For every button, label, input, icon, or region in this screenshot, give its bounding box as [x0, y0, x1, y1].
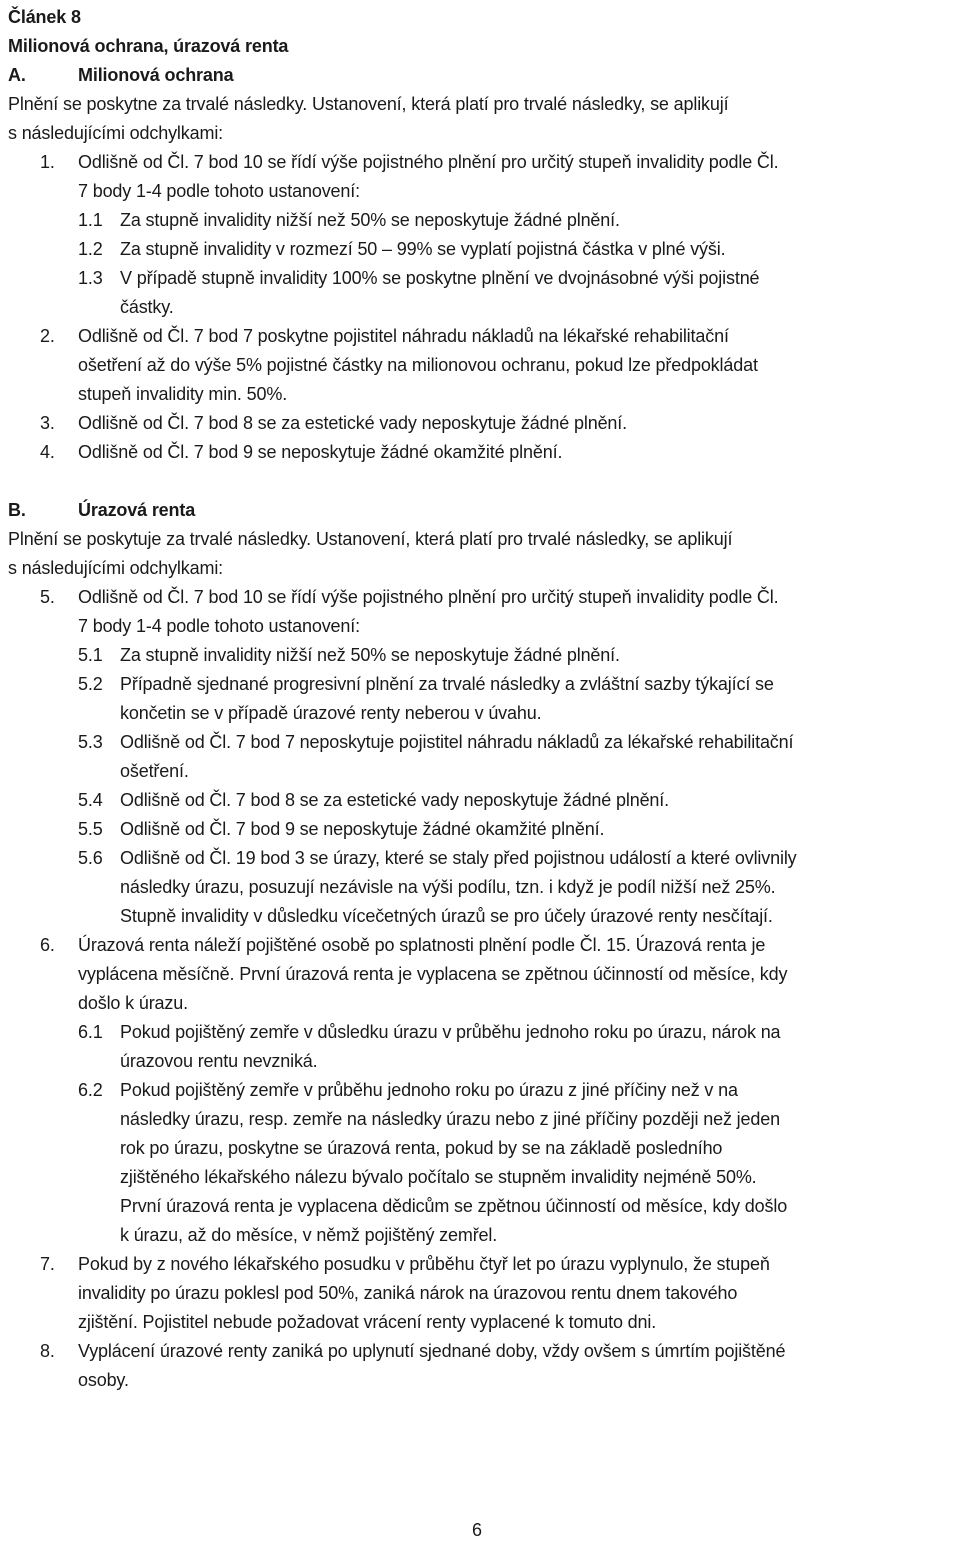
list-item-line	[8, 380, 960, 409]
list-item-line	[8, 960, 960, 989]
list-item-line	[8, 1279, 960, 1308]
section-gap	[8, 467, 960, 496]
article-heading: Článek 8	[8, 7, 81, 27]
sub-item-text: První úrazová renta je vyplacena dědicům se zpětnou účinností od měsíce, kdy došlo	[120, 1196, 788, 1216]
sub-item-text: následky úrazu, posuzují nezávisle na výši podílu, tzn. i když je podíl nižší než 25%.	[120, 877, 776, 897]
list-item-number: 3.	[40, 413, 55, 433]
list-item-text: Odlišně od Čl. 7 bod 10 se řídí výše pojistného plnění pro určitý stupeň invalidity podle Čl.	[78, 587, 779, 607]
sub-item-text: Za stupně invalidity nižší než 50% se neposkytuje žádné plnění.	[120, 210, 620, 230]
sub-item-line	[8, 1047, 960, 1076]
sub-item-line	[8, 235, 960, 264]
sub-item-number: 1.2	[78, 239, 103, 259]
list-item-number: 7.	[40, 1254, 55, 1274]
section-header	[8, 61, 960, 90]
sub-item-line	[8, 844, 960, 873]
sub-item-text: Odlišně od Čl. 7 bod 8 se za estetické vady neposkytuje žádné plnění.	[120, 790, 669, 810]
list-item-text: vyplácena měsíčně. První úrazová renta je vyplacena se zpětnou účinností od měsíce, kdy	[78, 964, 788, 984]
list-item-line	[8, 177, 960, 206]
section-intro-line: s následujícími odchylkami:	[8, 558, 224, 578]
list-item-line	[8, 438, 960, 467]
sub-item-number: 5.6	[78, 848, 103, 868]
sub-item-text: Případně sjednané progresivní plnění za trvalé následky a zvláštní sazby týkající se	[120, 674, 774, 694]
list-item-text: Odlišně od Čl. 7 bod 8 se za estetické vady neposkytuje žádné plnění.	[78, 413, 627, 433]
list-item-text: Odlišně od Čl. 7 bod 9 se neposkytuje žádné okamžité plnění.	[78, 442, 563, 462]
list-item-text: Odlišně od Čl. 7 bod 7 poskytne pojistitel náhradu nákladů na lékařské rehabilitační	[78, 326, 729, 346]
sub-item-line	[8, 641, 960, 670]
list-item-number: 5.	[40, 587, 55, 607]
list-item-number: 2.	[40, 326, 55, 346]
list-item-text: došlo k úrazu.	[78, 993, 188, 1013]
sub-item-line	[8, 1018, 960, 1047]
sub-item-line	[8, 670, 960, 699]
sub-item-text: zjištěného lékařského nálezu bývalo počítalo se stupněm invalidity nejméně 50%.	[120, 1167, 757, 1187]
list-item-number: 8.	[40, 1341, 55, 1361]
sub-item-text: Pokud pojištěný zemře v průběhu jednoho roku po úrazu z jiné příčiny než v na	[120, 1080, 738, 1100]
sub-item-line	[8, 699, 960, 728]
sub-item-line	[8, 728, 960, 757]
list-item-line	[8, 148, 960, 177]
sub-item-number: 5.3	[78, 732, 103, 752]
sub-item-line	[8, 873, 960, 902]
sub-item-text: Odlišně od Čl. 19 bod 3 se úrazy, které se staly před pojistnou událostí a které ovlivnily	[120, 848, 797, 868]
list-item-number: 1.	[40, 152, 55, 172]
sub-item-text: V případě stupně invalidity 100% se poskytne plnění ve dvojnásobné výši pojistné	[120, 268, 760, 288]
sub-item-text: k úrazu, až do měsíce, v němž pojištěný zemřel.	[120, 1225, 498, 1245]
sub-item-text: Za stupně invalidity v rozmezí 50 – 99% se vyplatí pojistná částka v plné výši.	[120, 239, 726, 259]
sub-item-text: Odlišně od Čl. 7 bod 9 se neposkytuje žádné okamžité plnění.	[120, 819, 605, 839]
sub-item-number: 5.4	[78, 790, 103, 810]
list-item-line	[8, 1308, 960, 1337]
list-item-text: Odlišně od Čl. 7 bod 10 se řídí výše pojistného plnění pro určitý stupeň invalidity podle Čl.	[78, 152, 779, 172]
sub-item-text: Odlišně od Čl. 7 bod 7 neposkytuje pojistitel náhradu nákladů za lékařské rehabilitační	[120, 732, 794, 752]
list-item-line	[8, 1366, 960, 1395]
sub-item-line	[8, 206, 960, 235]
document-page	[8, 3, 960, 1395]
sub-item-text: končetin se v případě úrazové renty neberou v úvahu.	[120, 703, 542, 723]
section-b	[8, 496, 960, 1395]
list-item-line	[8, 612, 960, 641]
section-letter: B.	[8, 500, 26, 520]
sub-item-line	[8, 1076, 960, 1105]
list-item-text: invalidity po úrazu poklesl pod 50%, zaniká nárok na úrazovou rentu dnem takového	[78, 1283, 738, 1303]
list-item-number: 4.	[40, 442, 55, 462]
page-number: 6	[472, 1520, 483, 1540]
section-a	[8, 61, 960, 467]
list-item-number: 6.	[40, 935, 55, 955]
sub-item-line	[8, 1134, 960, 1163]
sub-item-line	[8, 1163, 960, 1192]
sub-item-text: následky úrazu, resp. zemře na následky úrazu nebo z jiné příčiny později než jeden	[120, 1109, 780, 1129]
list-item-line	[8, 989, 960, 1018]
sub-item-line	[8, 902, 960, 931]
sub-item-text: Za stupně invalidity nižší než 50% se neposkytuje žádné plnění.	[120, 645, 620, 665]
sub-item-number: 5.2	[78, 674, 103, 694]
list-item-text: 7 body 1-4 podle tohoto ustanovení:	[78, 616, 360, 636]
sub-item-line	[8, 757, 960, 786]
sub-item-text: částky.	[120, 297, 174, 317]
list-item-text: osoby.	[78, 1370, 129, 1390]
section-title: Úrazová renta	[78, 500, 196, 520]
sub-item-text: Pokud pojištěný zemře v důsledku úrazu v průběhu jednoho roku po úrazu, nárok na	[120, 1022, 781, 1042]
sub-item-number: 5.5	[78, 819, 103, 839]
sub-item-line	[8, 786, 960, 815]
sub-item-line	[8, 264, 960, 293]
list-item-line	[8, 931, 960, 960]
sub-item-line	[8, 1192, 960, 1221]
sub-item-line	[8, 1221, 960, 1250]
list-item-line	[8, 583, 960, 612]
list-item-line	[8, 1250, 960, 1279]
list-item-text: zjištění. Pojistitel nebude požadovat vrácení renty vyplacené k tomuto dni.	[78, 1312, 657, 1332]
sub-item-text: Stupně invalidity v důsledku vícečetných úrazů se pro účely úrazové renty nesčítají.	[120, 906, 773, 926]
sub-item-number: 1.3	[78, 268, 103, 288]
list-item-line	[8, 1337, 960, 1366]
list-item-line	[8, 409, 960, 438]
article-subheading: Milionová ochrana, úrazová renta	[8, 36, 289, 56]
section-letter: A.	[8, 65, 26, 85]
list-item-text: Vyplácení úrazové renty zaniká po uplynutí sjednané doby, vždy ovšem s úmrtím pojištěné	[78, 1341, 786, 1361]
list-item-text: stupeň invalidity min. 50%.	[78, 384, 288, 404]
list-item-line	[8, 351, 960, 380]
section-title: Milionová ochrana	[78, 65, 234, 85]
sub-item-text: úrazovou rentu nevzniká.	[120, 1051, 318, 1071]
list-item-text: Úrazová renta náleží pojištěné osobě po splatnosti plnění podle Čl. 15. Úrazová renta je	[78, 935, 766, 955]
sub-item-text: ošetření.	[120, 761, 189, 781]
section-intro-line: Plnění se poskytne za trvalé následky. Ustanovení, která platí pro trvalé následky, se aplikují	[8, 94, 729, 114]
sub-item-number: 5.1	[78, 645, 103, 665]
sub-item-line	[8, 1105, 960, 1134]
list-item-text: ošetření až do výše 5% pojistné částky na milionovou ochranu, pokud lze předpokládat	[78, 355, 758, 375]
sub-item-number: 6.1	[78, 1022, 103, 1042]
list-item-text: Pokud by z nového lékařského posudku v průběhu čtyř let po úrazu vyplynulo, že stupeň	[78, 1254, 770, 1274]
list-item-text: 7 body 1-4 podle tohoto ustanovení:	[78, 181, 360, 201]
section-intro-line: Plnění se poskytuje za trvalé následky. Ustanovení, která platí pro trvalé následky, se aplikují	[8, 529, 733, 549]
section-intro-line: s následujícími odchylkami:	[8, 123, 224, 143]
sub-item-text: rok po úrazu, poskytne se úrazová renta, pokud by se na základě posledního	[120, 1138, 723, 1158]
sub-item-number: 1.1	[78, 210, 103, 230]
sub-item-line	[8, 815, 960, 844]
list-item-line	[8, 322, 960, 351]
sub-item-number: 6.2	[78, 1080, 103, 1100]
section-header	[8, 496, 960, 525]
sub-item-line	[8, 293, 960, 322]
